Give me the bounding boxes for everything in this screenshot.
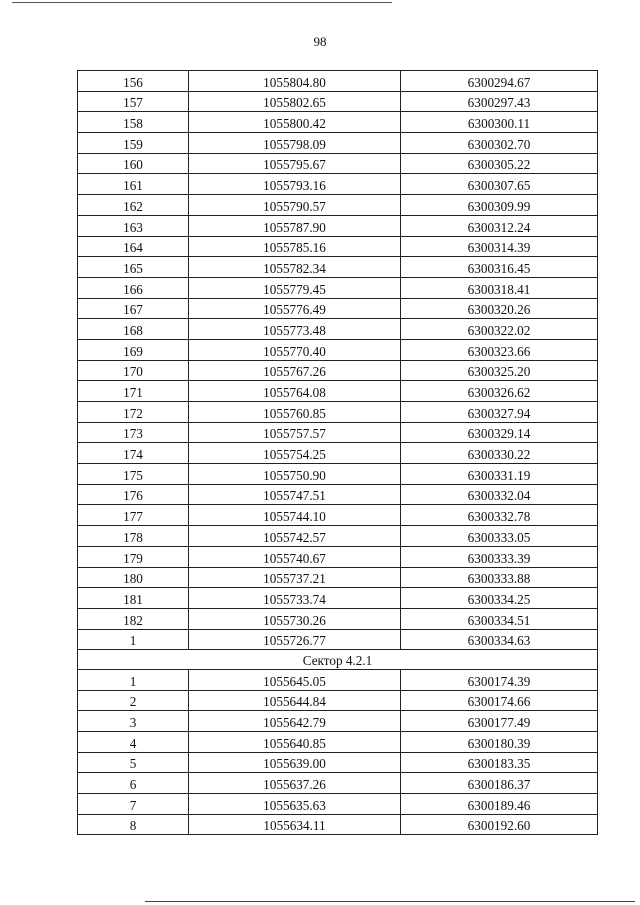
- table-row: [78, 133, 598, 154]
- y-coordinate: 6300334.63: [401, 629, 598, 650]
- x-coordinate: 1055644.84: [189, 690, 401, 711]
- point-number: 164: [78, 236, 189, 257]
- table-row: [78, 669, 598, 690]
- y-coordinate: 6300327.94: [401, 402, 598, 423]
- x-coordinate: 1055773.48: [189, 319, 401, 340]
- y-coordinate: 6300183.35: [401, 752, 598, 773]
- y-coordinate: 6300316.45: [401, 257, 598, 278]
- point-number: 171: [78, 381, 189, 402]
- x-coordinate: 1055767.26: [189, 360, 401, 381]
- table-section-header: [78, 650, 598, 670]
- point-number: 166: [78, 277, 189, 298]
- point-number: 178: [78, 526, 189, 547]
- y-coordinate: 6300189.46: [401, 794, 598, 815]
- scan-top-edge: [12, 2, 392, 3]
- section-title: Сектор 4.2.1: [78, 650, 598, 670]
- table-row: [78, 464, 598, 485]
- x-coordinate: 1055754.25: [189, 443, 401, 464]
- table-row: [78, 174, 598, 195]
- point-number: 156: [78, 71, 189, 92]
- table-row: [78, 629, 598, 650]
- point-number: 159: [78, 133, 189, 154]
- x-coordinate: 1055635.63: [189, 794, 401, 815]
- point-number: 160: [78, 153, 189, 174]
- point-number: 162: [78, 195, 189, 216]
- table-row: [78, 526, 598, 547]
- table-row: [78, 546, 598, 567]
- x-coordinate: 1055802.65: [189, 91, 401, 112]
- point-number: 168: [78, 319, 189, 340]
- y-coordinate: 6300174.39: [401, 669, 598, 690]
- y-coordinate: 6300300.11: [401, 112, 598, 133]
- point-number: 173: [78, 422, 189, 443]
- x-coordinate: 1055639.00: [189, 752, 401, 773]
- y-coordinate: 6300174.66: [401, 690, 598, 711]
- x-coordinate: 1055726.77: [189, 629, 401, 650]
- y-coordinate: 6300322.02: [401, 319, 598, 340]
- y-coordinate: 6300331.19: [401, 464, 598, 485]
- point-number: 175: [78, 464, 189, 485]
- x-coordinate: 1055733.74: [189, 588, 401, 609]
- y-coordinate: 6300332.04: [401, 484, 598, 505]
- table-row: [78, 505, 598, 526]
- point-number: 7: [78, 794, 189, 815]
- x-coordinate: 1055642.79: [189, 711, 401, 732]
- table-row: [78, 814, 598, 835]
- coordinates-table: [77, 70, 598, 835]
- y-coordinate: 6300318.41: [401, 277, 598, 298]
- table-row: [78, 91, 598, 112]
- point-number: 174: [78, 443, 189, 464]
- section-row: [78, 650, 598, 670]
- x-coordinate: 1055634.11: [189, 814, 401, 835]
- point-number: 1: [78, 669, 189, 690]
- point-number: 165: [78, 257, 189, 278]
- y-coordinate: 6300294.67: [401, 71, 598, 92]
- table-row: [78, 215, 598, 236]
- table-row: [78, 71, 598, 92]
- x-coordinate: 1055750.90: [189, 464, 401, 485]
- y-coordinate: 6300332.78: [401, 505, 598, 526]
- point-number: 161: [78, 174, 189, 195]
- table-row: [78, 752, 598, 773]
- x-coordinate: 1055782.34: [189, 257, 401, 278]
- y-coordinate: 6300307.65: [401, 174, 598, 195]
- page-number: 98: [313, 34, 327, 49]
- x-coordinate: 1055640.85: [189, 732, 401, 753]
- table-row: [78, 588, 598, 609]
- point-number: 5: [78, 752, 189, 773]
- y-coordinate: 6300297.43: [401, 91, 598, 112]
- table-row: [78, 153, 598, 174]
- point-number: 4: [78, 732, 189, 753]
- y-coordinate: 6300333.39: [401, 546, 598, 567]
- y-coordinate: 6300320.26: [401, 298, 598, 319]
- x-coordinate: 1055742.57: [189, 526, 401, 547]
- table-row: [78, 339, 598, 360]
- x-coordinate: 1055793.16: [189, 174, 401, 195]
- x-coordinate: 1055747.51: [189, 484, 401, 505]
- table-row: [78, 298, 598, 319]
- point-number: 158: [78, 112, 189, 133]
- x-coordinate: 1055744.10: [189, 505, 401, 526]
- y-coordinate: 6300180.39: [401, 732, 598, 753]
- table-row: [78, 381, 598, 402]
- x-coordinate: 1055757.57: [189, 422, 401, 443]
- x-coordinate: 1055645.05: [189, 669, 401, 690]
- y-coordinate: 6300334.51: [401, 608, 598, 629]
- point-number: 6: [78, 773, 189, 794]
- y-coordinate: 6300326.62: [401, 381, 598, 402]
- y-coordinate: 6300177.49: [401, 711, 598, 732]
- table-row: [78, 608, 598, 629]
- y-coordinate: 6300302.70: [401, 133, 598, 154]
- x-coordinate: 1055637.26: [189, 773, 401, 794]
- point-number: 176: [78, 484, 189, 505]
- y-coordinate: 6300334.25: [401, 588, 598, 609]
- point-number: 1: [78, 629, 189, 650]
- table-row: [78, 732, 598, 753]
- y-coordinate: 6300186.37: [401, 773, 598, 794]
- y-coordinate: 6300314.39: [401, 236, 598, 257]
- y-coordinate: 6300333.88: [401, 567, 598, 588]
- y-coordinate: 6300312.24: [401, 215, 598, 236]
- table-body-part-2: [78, 669, 598, 835]
- point-number: 163: [78, 215, 189, 236]
- table-row: [78, 112, 598, 133]
- point-number: 180: [78, 567, 189, 588]
- table-row: [78, 277, 598, 298]
- x-coordinate: 1055795.67: [189, 153, 401, 174]
- x-coordinate: 1055785.16: [189, 236, 401, 257]
- point-number: 172: [78, 402, 189, 423]
- point-number: 182: [78, 608, 189, 629]
- table-row: [78, 236, 598, 257]
- point-number: 167: [78, 298, 189, 319]
- table-body-part-1: [78, 71, 598, 650]
- x-coordinate: 1055804.80: [189, 71, 401, 92]
- x-coordinate: 1055798.09: [189, 133, 401, 154]
- x-coordinate: 1055800.42: [189, 112, 401, 133]
- y-coordinate: 6300323.66: [401, 339, 598, 360]
- table-row: [78, 360, 598, 381]
- x-coordinate: 1055740.67: [189, 546, 401, 567]
- table-row: [78, 484, 598, 505]
- y-coordinate: 6300325.20: [401, 360, 598, 381]
- y-coordinate: 6300329.14: [401, 422, 598, 443]
- point-number: 170: [78, 360, 189, 381]
- y-coordinate: 6300305.22: [401, 153, 598, 174]
- x-coordinate: 1055737.21: [189, 567, 401, 588]
- x-coordinate: 1055770.40: [189, 339, 401, 360]
- table-row: [78, 319, 598, 340]
- point-number: 8: [78, 814, 189, 835]
- point-number: 2: [78, 690, 189, 711]
- point-number: 3: [78, 711, 189, 732]
- scan-bottom-edge: [145, 901, 635, 902]
- table-row: [78, 567, 598, 588]
- point-number: 179: [78, 546, 189, 567]
- point-number: 169: [78, 339, 189, 360]
- y-coordinate: 6300333.05: [401, 526, 598, 547]
- table-row: [78, 794, 598, 815]
- table-row: [78, 422, 598, 443]
- y-coordinate: 6300309.99: [401, 195, 598, 216]
- x-coordinate: 1055790.57: [189, 195, 401, 216]
- x-coordinate: 1055776.49: [189, 298, 401, 319]
- point-number: 181: [78, 588, 189, 609]
- y-coordinate: 6300330.22: [401, 443, 598, 464]
- table-row: [78, 690, 598, 711]
- table-row: [78, 773, 598, 794]
- table-row: [78, 443, 598, 464]
- x-coordinate: 1055764.08: [189, 381, 401, 402]
- table-row: [78, 711, 598, 732]
- table-row: [78, 257, 598, 278]
- y-coordinate: 6300192.60: [401, 814, 598, 835]
- table-row: [78, 402, 598, 423]
- x-coordinate: 1055779.45: [189, 277, 401, 298]
- x-coordinate: 1055760.85: [189, 402, 401, 423]
- x-coordinate: 1055730.26: [189, 608, 401, 629]
- table-row: [78, 195, 598, 216]
- point-number: 177: [78, 505, 189, 526]
- x-coordinate: 1055787.90: [189, 215, 401, 236]
- point-number: 157: [78, 91, 189, 112]
